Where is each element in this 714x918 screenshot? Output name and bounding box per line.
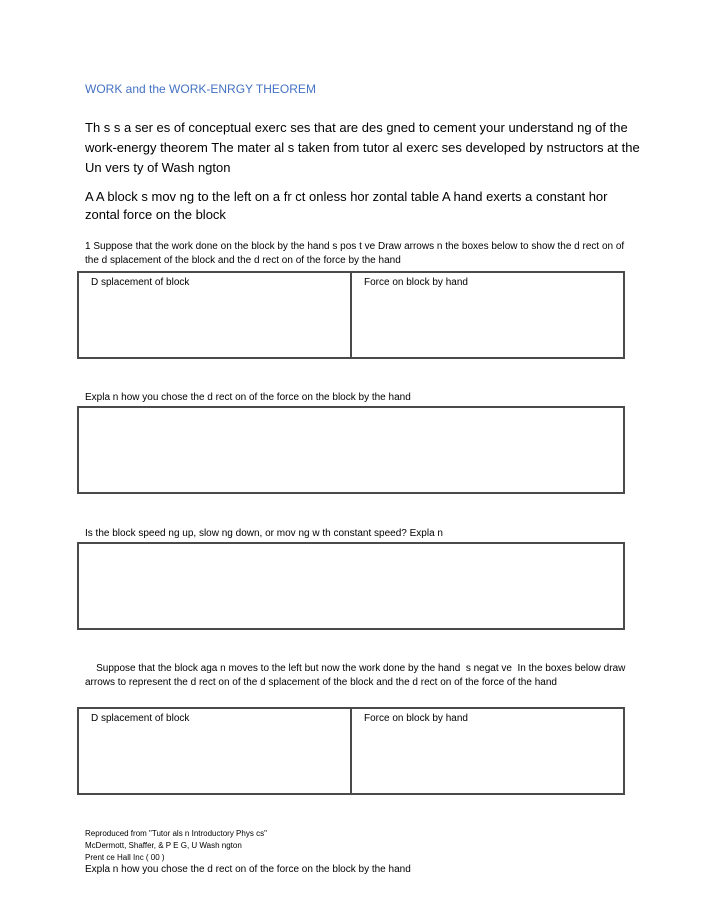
force-cell[interactable] [350, 273, 623, 357]
scenario-paragraph: A A block s mov ng to the left on a fr ct onless hor zontal table A hand exerts a constant hor zontal force on the block [85, 189, 608, 222]
intro-paragraph: Th s s a ser es of conceptual exerc ses that are des gned to cement your understand ng of the work-energy theorem The mater al s taken from tutor al exerc ses developed by nstructors at the Un vers ty of Wash ngton [85, 120, 640, 175]
question-5-text: Expla n how you chose the d rect on of the force on the block by the hand [85, 864, 411, 875]
answer-box-4[interactable] [77, 707, 625, 795]
force-cell[interactable] [350, 709, 623, 793]
question-4-text: Suppose that the block aga n moves to the left but now the work done by the hand s negat ve In the boxes below draw arrows to represent the d rect on of the d splacement of the block and the d rect on of the force of the hand [85, 663, 629, 688]
displacement-cell[interactable] [79, 273, 350, 357]
displacement-label: D splacement of block [91, 713, 190, 724]
question-3-text: Is the block speed ng up, slow ng down, or mov ng w th constant speed? Expla n [85, 528, 443, 539]
answer-box-2[interactable] [77, 406, 625, 494]
force-label: Force on block by hand [364, 277, 468, 288]
displacement-label: D splacement of block [91, 277, 190, 288]
answer-box-3[interactable] [77, 542, 625, 630]
force-label: Force on block by hand [364, 713, 468, 724]
document-title: WORK and the WORK-ENRGY THEOREM [85, 82, 316, 96]
question-2-text: Expla n how you chose the d rect on of the force on the block by the hand [85, 392, 411, 403]
answer-box-1[interactable] [77, 271, 625, 359]
footer-line-3: Prent ce Hall Inc ( 00 ) [85, 853, 165, 862]
footer-line-1: Reproduced from "Tutor als n Introductory Phys cs" [85, 829, 267, 838]
question-1-text: 1 Suppose that the work done on the block by the hand s pos t ve Draw arrows n the boxes below to show the d rect on of the d splacement of the block and the d rect on of the force by the hand [85, 241, 625, 266]
source-footer [85, 828, 267, 864]
footer-line-2: McDermott, Shaffer, & P E G, U Wash ngton [85, 841, 242, 850]
displacement-cell[interactable] [79, 709, 350, 793]
